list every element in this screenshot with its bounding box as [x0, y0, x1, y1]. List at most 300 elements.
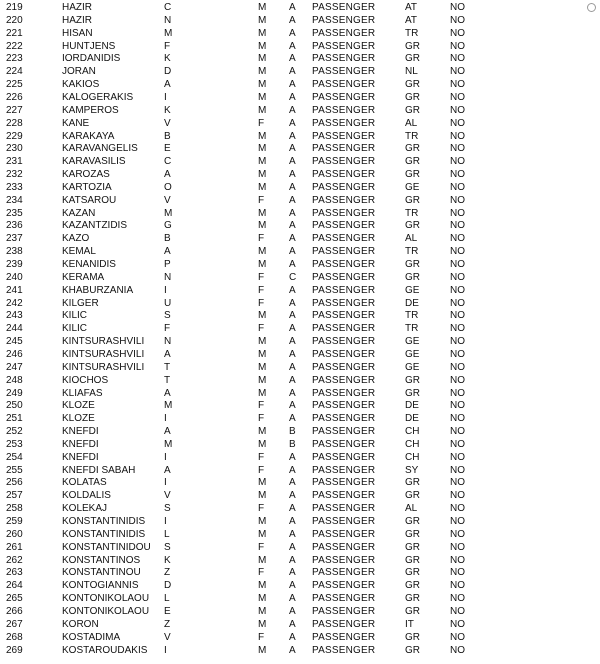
flag: NO [450, 516, 465, 527]
surname: KAKIOS [62, 79, 100, 91]
initial: L [164, 593, 170, 605]
flag: NO [450, 554, 465, 566]
surname: KONSTANTINOS [62, 554, 141, 566]
surname: KARAVANGELIS [62, 143, 138, 155]
initial: I [164, 644, 167, 656]
sex: M [258, 361, 267, 373]
nationality: GR [405, 194, 420, 206]
initial: T [164, 361, 171, 373]
initial: V [164, 194, 171, 206]
table-row [0, 181, 600, 194]
sex: M [258, 438, 267, 450]
class: A [289, 297, 296, 309]
initial: A [164, 79, 171, 91]
class: A [289, 618, 296, 630]
table-row [0, 502, 600, 515]
surname: KOSTADIMA [62, 631, 121, 643]
initial: B [164, 233, 171, 245]
sex: M [258, 644, 267, 656]
flag: NO [450, 130, 465, 142]
sex: F [258, 451, 265, 463]
initial: O [164, 181, 172, 193]
table-row [0, 618, 600, 631]
passenger-type: PASSENGER [312, 374, 376, 386]
passenger-type: PASSENGER [312, 528, 376, 540]
table-row [0, 309, 600, 322]
passenger-type: PASSENGER [312, 618, 376, 630]
table-row [0, 605, 600, 618]
flag: NO [450, 181, 465, 193]
row-number: 225 [6, 79, 23, 91]
flag: NO [450, 40, 465, 52]
passenger-type: PASSENGER [312, 451, 376, 463]
table-row [0, 374, 600, 387]
class: A [289, 567, 296, 579]
passenger-type: PASSENGER [312, 2, 376, 13]
row-number: 228 [6, 117, 23, 129]
sex: M [258, 246, 267, 258]
nationality: GE [405, 181, 420, 193]
passenger-type: PASSENGER [312, 490, 376, 502]
flag: NO [450, 541, 465, 553]
nationality: GR [405, 644, 420, 656]
initial: C [164, 156, 172, 168]
passenger-type: PASSENGER [312, 336, 376, 348]
flag: NO [450, 336, 465, 348]
surname: KINTSURASHVILI [62, 336, 145, 348]
nationality: GE [405, 336, 420, 348]
sex: M [258, 426, 267, 438]
flag: NO [450, 605, 465, 617]
class: A [289, 593, 296, 605]
passenger-type: PASSENGER [312, 259, 376, 270]
row-number: 260 [6, 528, 23, 540]
surname: KHABURZANIA [62, 284, 134, 296]
table-row [0, 361, 600, 374]
surname: KLIAFAS [62, 387, 103, 399]
surname: KONTONIKOLAOU [62, 593, 150, 605]
passenger-type: PASSENGER [312, 503, 376, 515]
initial: M [164, 207, 173, 219]
nationality: TR [405, 310, 419, 322]
surname: KEMAL [62, 246, 96, 258]
row-number: 222 [6, 40, 23, 52]
flag: NO [450, 644, 465, 656]
table-row [0, 27, 600, 40]
table-row [0, 644, 600, 657]
class: A [289, 631, 296, 643]
class: A [289, 387, 296, 399]
initial: M [164, 400, 173, 412]
table-row [0, 566, 600, 579]
flag: NO [450, 259, 465, 270]
surname: KARAVASILIS [62, 156, 126, 168]
class: A [289, 169, 296, 181]
surname: KNEFDI SABAH [62, 464, 136, 476]
nationality: GR [405, 220, 420, 232]
sex: F [258, 194, 265, 206]
row-number: 253 [6, 438, 23, 450]
nationality: GR [405, 104, 420, 116]
flag: NO [450, 104, 465, 116]
initial: I [164, 91, 167, 103]
surname: KONSTANTINOU [62, 567, 141, 579]
table-row [0, 541, 600, 554]
class: A [289, 246, 296, 258]
class: C [289, 271, 297, 283]
passenger-type: PASSENGER [312, 104, 376, 116]
flag: NO [450, 618, 465, 630]
row-number: 235 [6, 207, 23, 219]
nationality: AL [405, 117, 418, 129]
sex: M [258, 2, 267, 13]
flag: NO [450, 374, 465, 386]
row-number: 269 [6, 644, 23, 656]
initial: G [164, 220, 172, 232]
nationality: GR [405, 605, 420, 617]
row-number: 265 [6, 593, 23, 605]
flag: NO [450, 91, 465, 103]
row-number: 238 [6, 246, 23, 258]
passenger-type: PASSENGER [312, 27, 376, 39]
nationality: GR [405, 271, 420, 283]
flag: NO [450, 438, 465, 450]
sex: M [258, 490, 267, 502]
sex: F [258, 413, 265, 425]
flag: NO [450, 451, 465, 463]
initial: I [164, 516, 167, 527]
row-number: 250 [6, 400, 23, 412]
table-row [0, 476, 600, 489]
surname: KAZAN [62, 207, 96, 219]
passenger-type: PASSENGER [312, 464, 376, 476]
passenger-type: PASSENGER [312, 387, 376, 399]
initial: I [164, 451, 167, 463]
table-row [0, 554, 600, 567]
row-number: 243 [6, 310, 23, 322]
table-row [0, 348, 600, 361]
initial: C [164, 2, 172, 13]
class: A [289, 554, 296, 566]
flag: NO [450, 233, 465, 245]
flag: NO [450, 477, 465, 489]
surname: KERAMA [62, 271, 105, 283]
row-number: 259 [6, 516, 23, 527]
nationality: TR [405, 130, 419, 142]
surname: KONSTANTINIDOU [62, 541, 151, 553]
table-row [0, 1, 600, 14]
initial: A [164, 426, 171, 438]
class: A [289, 40, 296, 52]
passenger-type: PASSENGER [312, 233, 376, 245]
passenger-type: PASSENGER [312, 53, 376, 65]
sex: F [258, 464, 265, 476]
sex: M [258, 66, 267, 78]
sex: M [258, 387, 267, 399]
row-number: 223 [6, 53, 23, 65]
table-row [0, 130, 600, 143]
surname: KAMPEROS [62, 104, 119, 116]
sex: M [258, 156, 267, 168]
row-number: 266 [6, 605, 23, 617]
initial: M [164, 438, 173, 450]
nationality: TR [405, 207, 419, 219]
row-number: 249 [6, 387, 23, 399]
flag: NO [450, 117, 465, 129]
row-number: 233 [6, 181, 23, 193]
surname: KINTSURASHVILI [62, 361, 145, 373]
passenger-type: PASSENGER [312, 91, 376, 103]
class: A [289, 400, 296, 412]
nationality: CH [405, 438, 420, 450]
initial: A [164, 464, 171, 476]
row-number: 227 [6, 104, 23, 116]
flag: NO [450, 426, 465, 438]
initial: E [164, 605, 171, 617]
passenger-type: PASSENGER [312, 117, 376, 129]
surname: KNEFDI [62, 426, 99, 438]
class: A [289, 284, 296, 296]
flag: NO [450, 631, 465, 643]
class: A [289, 644, 296, 656]
row-number: 246 [6, 348, 23, 360]
nationality: GR [405, 490, 420, 502]
flag: NO [450, 297, 465, 309]
table-row [0, 412, 600, 425]
passenger-type: PASSENGER [312, 348, 376, 360]
sex: M [258, 104, 267, 116]
nationality: TR [405, 27, 419, 39]
flag: NO [450, 194, 465, 206]
sex: M [258, 580, 267, 592]
row-number: 234 [6, 194, 23, 206]
flag: NO [450, 169, 465, 181]
sex: F [258, 284, 265, 296]
nationality: GE [405, 348, 420, 360]
passenger-type: PASSENGER [312, 194, 376, 206]
surname: KENANIDIS [62, 259, 116, 270]
table-row [0, 91, 600, 104]
flag: NO [450, 79, 465, 91]
passenger-type: PASSENGER [312, 580, 376, 592]
table-row [0, 232, 600, 245]
table-row [0, 155, 600, 168]
sex: M [258, 516, 267, 527]
surname: KANE [62, 117, 90, 129]
surname: KIOCHOS [62, 374, 109, 386]
class: A [289, 336, 296, 348]
surname: KORON [62, 618, 99, 630]
flag: NO [450, 310, 465, 322]
surname: KATSAROU [62, 194, 117, 206]
initial: N [164, 271, 172, 283]
surname: HISAN [62, 27, 93, 39]
sex: F [258, 297, 265, 309]
surname: HAZIR [62, 14, 92, 26]
surname: KONSTANTINIDIS [62, 528, 146, 540]
surname: KALOGERAKIS [62, 91, 134, 103]
sex: M [258, 593, 267, 605]
nationality: GR [405, 53, 420, 65]
nationality: SY [405, 464, 419, 476]
initial: E [164, 143, 171, 155]
sex: F [258, 631, 265, 643]
initial: K [164, 53, 171, 65]
class: A [289, 79, 296, 91]
surname: KNEFDI [62, 438, 99, 450]
row-number: 221 [6, 27, 23, 39]
nationality: DE [405, 297, 419, 309]
surname: KINTSURASHVILI [62, 348, 145, 360]
initial: N [164, 336, 172, 348]
class: A [289, 117, 296, 129]
row-number: 254 [6, 451, 23, 463]
passenger-type: PASSENGER [312, 220, 376, 232]
class: A [289, 91, 296, 103]
class: B [289, 438, 296, 450]
initial: S [164, 503, 171, 515]
surname: KARTOZIA [62, 181, 112, 193]
passenger-type: PASSENGER [312, 541, 376, 553]
flag: NO [450, 567, 465, 579]
sex: M [258, 143, 267, 155]
sex: M [258, 181, 267, 193]
class: A [289, 53, 296, 65]
row-number: 258 [6, 503, 23, 515]
row-number: 241 [6, 284, 23, 296]
surname: KOLDALIS [62, 490, 111, 502]
surname: KAZANTZIDIS [62, 220, 128, 232]
class: B [289, 426, 296, 438]
row-number: 256 [6, 477, 23, 489]
passenger-type: PASSENGER [312, 323, 376, 335]
sex: M [258, 220, 267, 232]
passenger-type: PASSENGER [312, 477, 376, 489]
initial: U [164, 297, 172, 309]
initial: V [164, 631, 171, 643]
passenger-type: PASSENGER [312, 271, 376, 283]
class: A [289, 528, 296, 540]
passenger-type: PASSENGER [312, 284, 376, 296]
row-number: 229 [6, 130, 23, 142]
initial: S [164, 541, 171, 553]
table-row [0, 78, 600, 91]
passenger-type: PASSENGER [312, 14, 376, 26]
sex: M [258, 528, 267, 540]
flag: NO [450, 348, 465, 360]
class: A [289, 14, 296, 26]
table-row [0, 65, 600, 78]
initial: T [164, 374, 171, 386]
nationality: GR [405, 593, 420, 605]
sex: M [258, 348, 267, 360]
table-row [0, 464, 600, 477]
class: A [289, 516, 296, 527]
initial: L [164, 528, 170, 540]
table-row [0, 142, 600, 155]
nationality: GR [405, 259, 420, 270]
nationality: GR [405, 91, 420, 103]
flag: NO [450, 464, 465, 476]
nationality: AL [405, 233, 418, 245]
surname: KONSTANTINIDIS [62, 516, 146, 527]
sex: M [258, 618, 267, 630]
table-row [0, 117, 600, 130]
surname: KOLEKAJ [62, 503, 108, 515]
sex: M [258, 310, 267, 322]
table-row [0, 438, 600, 451]
flag: NO [450, 361, 465, 373]
row-number: 224 [6, 66, 23, 78]
row-number: 248 [6, 374, 23, 386]
row-number: 251 [6, 413, 23, 425]
passenger-type: PASSENGER [312, 554, 376, 566]
row-number: 240 [6, 271, 23, 283]
table-row [0, 207, 600, 220]
nationality: CH [405, 426, 420, 438]
row-number: 247 [6, 361, 23, 373]
passenger-type: PASSENGER [312, 593, 376, 605]
passenger-type: PASSENGER [312, 156, 376, 168]
sex: M [258, 79, 267, 91]
row-number: 244 [6, 323, 23, 335]
table-row [0, 489, 600, 502]
class: A [289, 477, 296, 489]
row-number: 245 [6, 336, 23, 348]
sex: M [258, 336, 267, 348]
surname: KILIC [62, 310, 88, 322]
nationality: GR [405, 631, 420, 643]
passenger-type: PASSENGER [312, 297, 376, 309]
initial: N [164, 14, 172, 26]
row-number: 267 [6, 618, 23, 630]
flag: NO [450, 323, 465, 335]
class: A [289, 348, 296, 360]
flag: NO [450, 27, 465, 39]
class: A [289, 259, 296, 270]
initial: Z [164, 567, 171, 579]
table-row [0, 297, 600, 310]
sex: M [258, 40, 267, 52]
table-row [0, 528, 600, 541]
flag: NO [450, 143, 465, 155]
sex: F [258, 400, 265, 412]
class: A [289, 374, 296, 386]
sex: M [258, 554, 267, 566]
flag: NO [450, 2, 465, 13]
passenger-type: PASSENGER [312, 400, 376, 412]
table-row [0, 322, 600, 335]
table-row [0, 219, 600, 232]
table-row [0, 399, 600, 412]
flag: NO [450, 580, 465, 592]
table-row [0, 387, 600, 400]
class: A [289, 194, 296, 206]
nationality: GR [405, 580, 420, 592]
table-row [0, 258, 600, 271]
passenger-type: PASSENGER [312, 40, 376, 52]
nationality: TR [405, 246, 419, 258]
nationality: GR [405, 40, 420, 52]
sex: F [258, 323, 265, 335]
initial: F [164, 40, 171, 52]
surname: KONTONIKOLAOU [62, 605, 150, 617]
nationality: TR [405, 323, 419, 335]
row-number: 252 [6, 426, 23, 438]
row-number: 220 [6, 14, 23, 26]
sex: F [258, 541, 265, 553]
surname: KONTOGIANNIS [62, 580, 139, 592]
